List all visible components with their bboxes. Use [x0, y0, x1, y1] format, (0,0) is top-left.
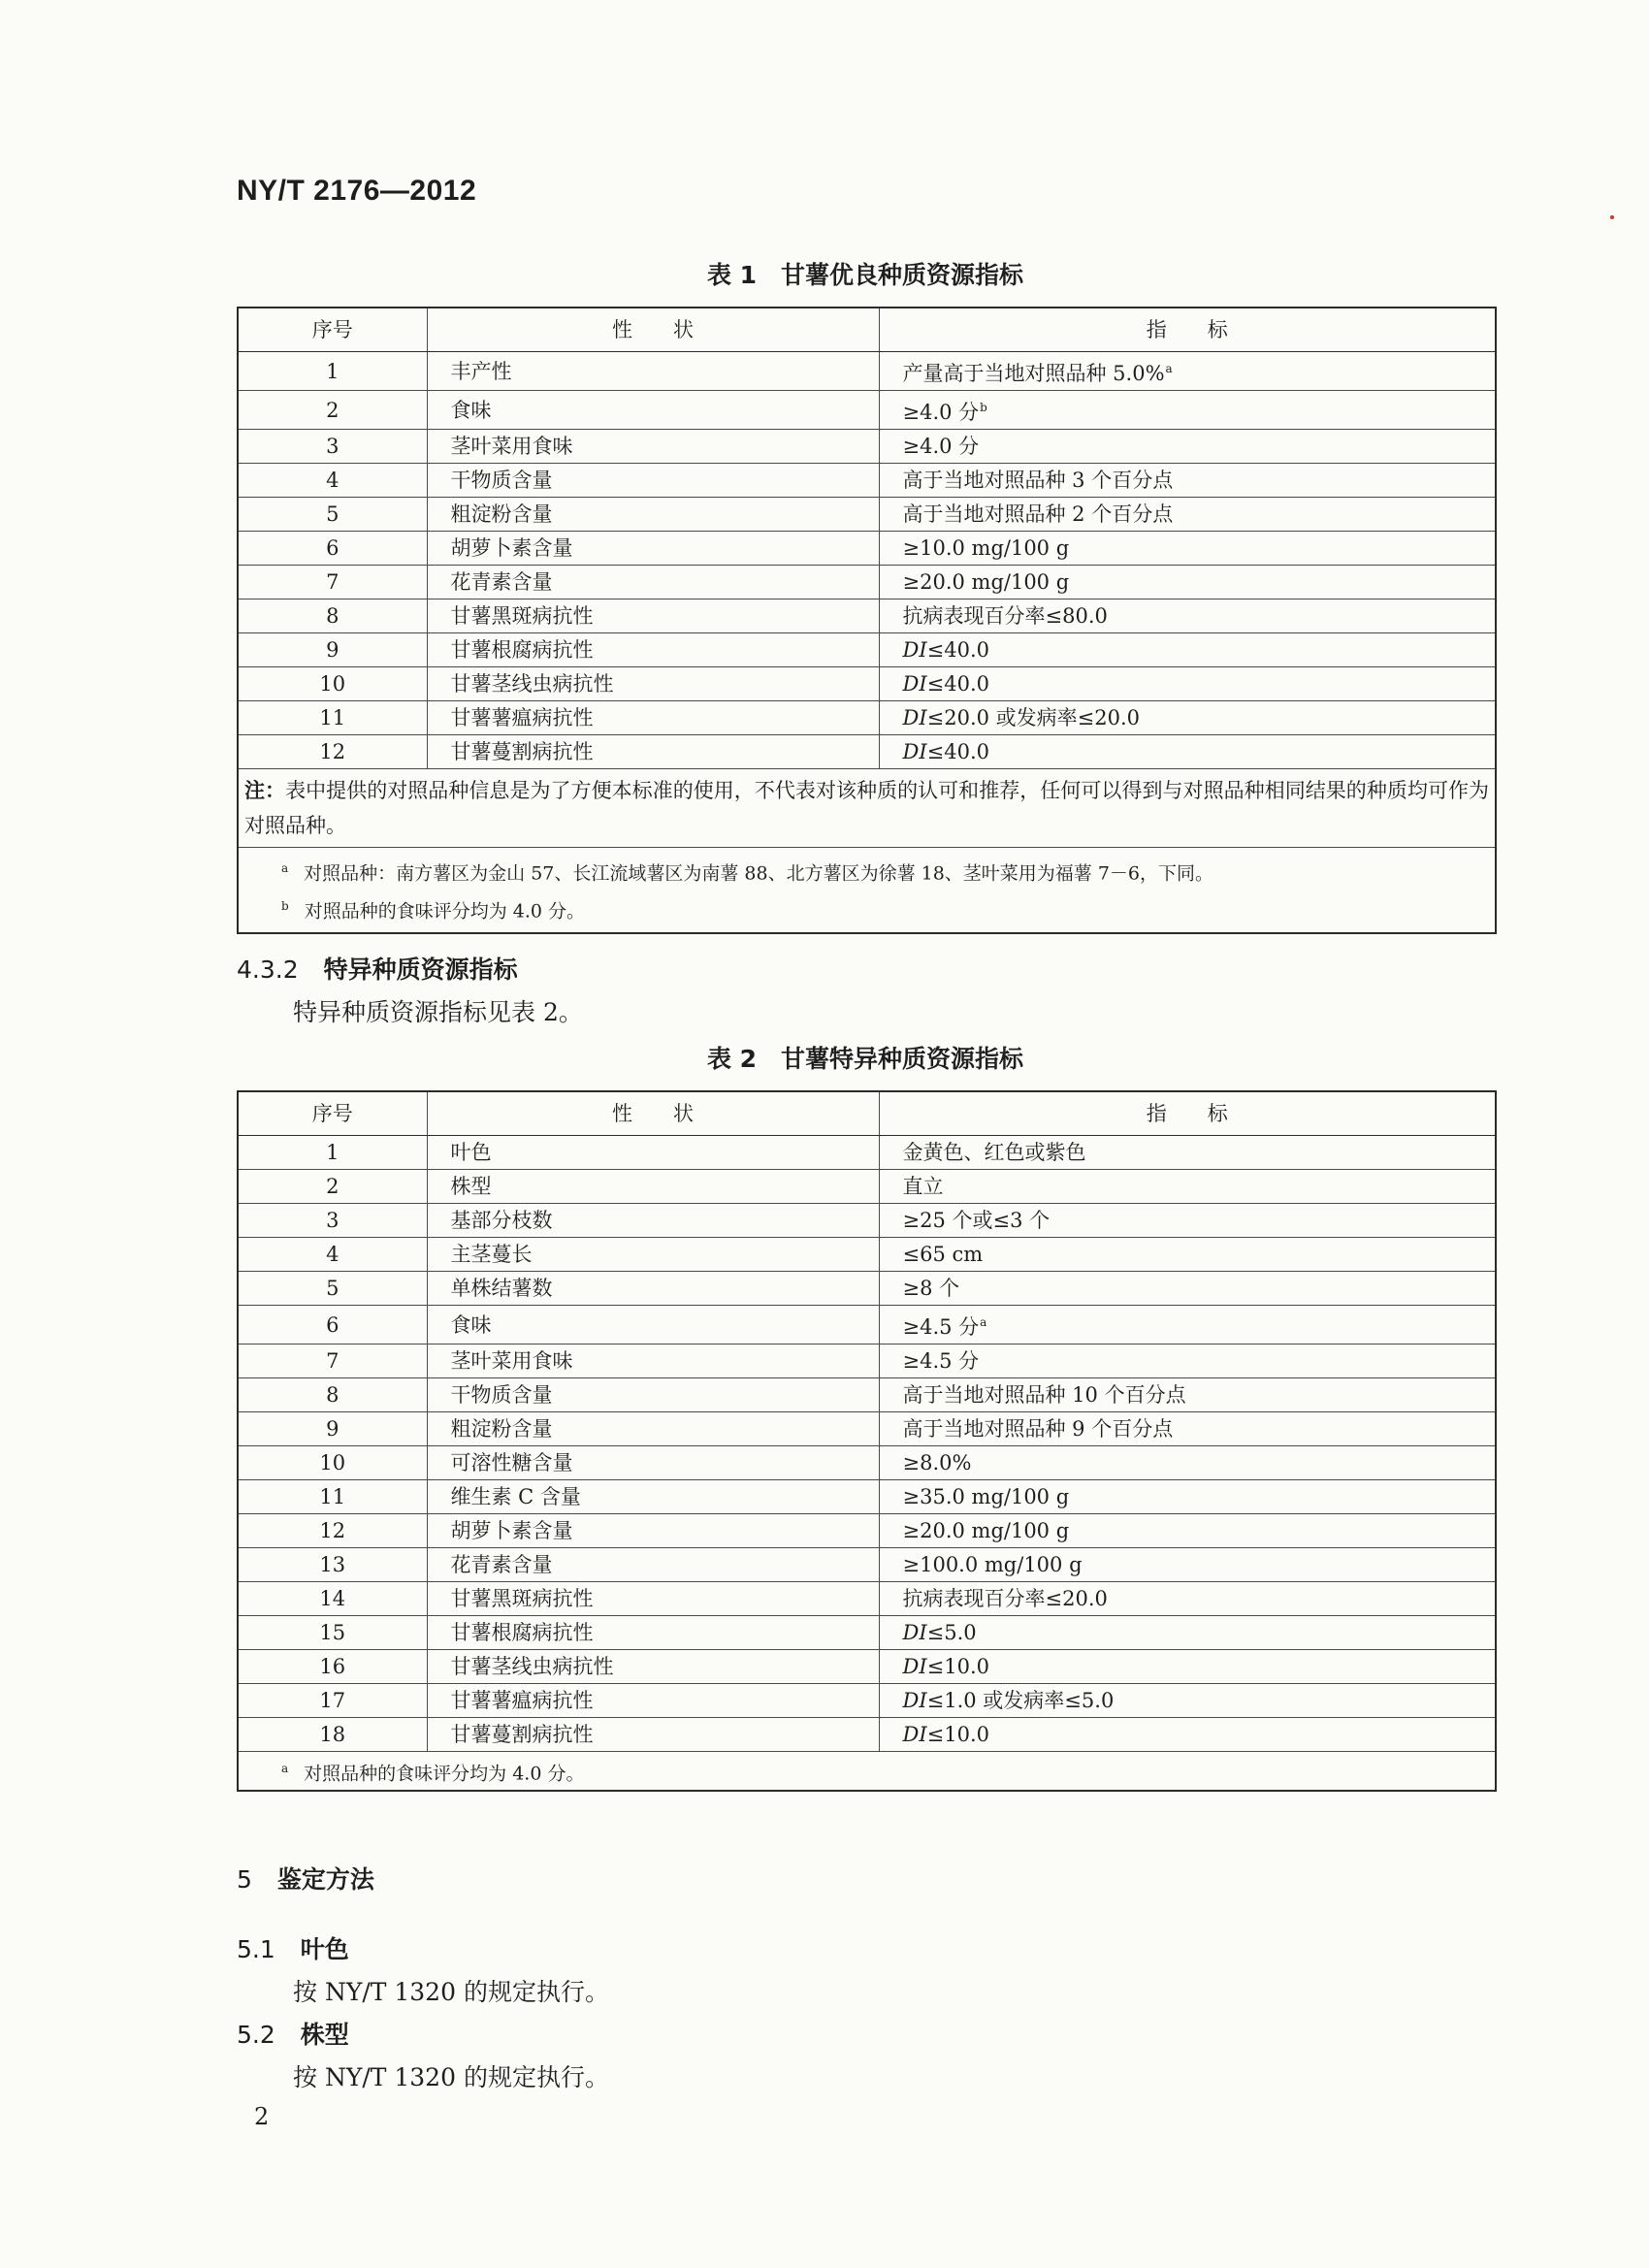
indicator-cell — [879, 464, 1496, 498]
section-number: 5 — [237, 1865, 252, 1894]
indicator-value: ≥8.0% — [902, 1451, 972, 1474]
table2-footnotes — [238, 1752, 1496, 1792]
indicator-cell — [879, 1718, 1496, 1752]
trait-cell: 甘薯蔓割病抗性 — [427, 1718, 879, 1752]
indicator-value: ≥8 个 — [902, 1277, 960, 1300]
footnote — [281, 852, 1485, 890]
footnote-text: 对照品种的食味评分均为 4.0 分。 — [304, 1763, 585, 1785]
table-row — [238, 1272, 1496, 1306]
row-number: 11 — [238, 1480, 427, 1514]
indicator-cell — [879, 1650, 1496, 1684]
footnote — [281, 890, 1485, 927]
table-row — [238, 1170, 1496, 1204]
section-5-2-heading — [237, 2016, 349, 2051]
row-number: 2 — [238, 1170, 427, 1204]
indicator-value: ≤40.0 — [926, 672, 989, 696]
column-header-trait: 性 状 — [427, 308, 879, 352]
row-number: 6 — [238, 532, 427, 566]
di-label: DI — [902, 638, 927, 662]
indicator-value: 直立 — [902, 1175, 944, 1198]
row-number: 8 — [238, 1378, 427, 1412]
trait-cell: 胡萝卜素含量 — [427, 1514, 879, 1548]
indicator-value: ≤10.0 — [926, 1655, 989, 1678]
table-row — [238, 1582, 1496, 1616]
row-number: 1 — [238, 1136, 427, 1170]
row-number: 3 — [238, 430, 427, 464]
indicator-value: 高于当地对照品种 10 个百分点 — [902, 1383, 1186, 1407]
indicator-value: 金黄色、红色或紫色 — [902, 1141, 1086, 1164]
table-row — [238, 1136, 1496, 1170]
indicator-value: ≥20.0 mg/100 g — [902, 1519, 1070, 1542]
table-row — [238, 430, 1496, 464]
row-number: 3 — [238, 1204, 427, 1238]
indicator-cell — [879, 352, 1496, 391]
table-row — [238, 633, 1496, 667]
di-label: DI — [902, 672, 927, 696]
indicator-cell — [879, 430, 1496, 464]
column-header-no: 序号 — [238, 1091, 427, 1136]
indicator-cell — [879, 1306, 1496, 1345]
row-number: 18 — [238, 1718, 427, 1752]
table-row — [238, 1446, 1496, 1480]
indicator-value: ≥4.0 分 — [902, 401, 980, 424]
section-5-heading — [237, 1861, 374, 1895]
section-number: 4.3.2 — [237, 956, 299, 984]
table2-body — [238, 1136, 1496, 1752]
note-label: 注： — [244, 778, 286, 802]
indicator-cell — [879, 1204, 1496, 1238]
row-number: 7 — [238, 1345, 427, 1378]
column-header-indicator: 指 标 — [879, 1091, 1496, 1136]
table-row — [238, 1345, 1496, 1378]
standard-code: NY/T 2176—2012 — [237, 175, 477, 207]
trait-cell: 维生素 C 含量 — [427, 1480, 879, 1514]
table-row — [238, 1684, 1496, 1718]
table-row — [238, 1204, 1496, 1238]
indicator-value: ≤10.0 — [926, 1723, 989, 1746]
trait-cell: 胡萝卜素含量 — [427, 532, 879, 566]
indicator-value: 抗病表现百分率≤20.0 — [902, 1587, 1108, 1610]
column-header-indicator: 指 标 — [879, 308, 1496, 352]
trait-cell: 甘薯薯瘟病抗性 — [427, 701, 879, 735]
table-row — [238, 1238, 1496, 1272]
indicator-cell — [879, 1412, 1496, 1446]
section-title: 特异种质资源指标 — [323, 956, 518, 984]
indicator-cell — [879, 1170, 1496, 1204]
indicator-value: ≤40.0 — [926, 740, 989, 763]
table-row — [238, 498, 1496, 532]
trait-cell: 丰产性 — [427, 352, 879, 391]
table-row — [238, 667, 1496, 701]
footnote-mark: a — [281, 861, 289, 875]
table1-body — [238, 352, 1496, 769]
indicator-cell — [879, 566, 1496, 599]
trait-cell: 甘薯黑斑病抗性 — [427, 599, 879, 633]
indicator-cell — [879, 391, 1496, 430]
row-number: 17 — [238, 1684, 427, 1718]
row-number: 5 — [238, 498, 427, 532]
row-number: 10 — [238, 667, 427, 701]
indicator-value: ≥35.0 mg/100 g — [902, 1485, 1070, 1508]
indicator-value: ≤65 cm — [902, 1243, 984, 1266]
column-header-trait: 性 状 — [427, 1091, 879, 1136]
trait-cell: 甘薯茎线虫病抗性 — [427, 667, 879, 701]
indicator-value: ≥25 个或≤3 个 — [902, 1209, 1051, 1232]
margin-dot — [1610, 215, 1614, 219]
row-number: 7 — [238, 566, 427, 599]
table-row — [238, 1548, 1496, 1582]
trait-cell: 基部分枝数 — [427, 1204, 879, 1238]
trait-cell: 干物质含量 — [427, 1378, 879, 1412]
indicator-cell — [879, 1616, 1496, 1650]
footnote-mark: a — [281, 1762, 289, 1775]
footnote-ref: a — [980, 1315, 987, 1329]
di-label: DI — [902, 1689, 927, 1712]
trait-cell: 甘薯蔓割病抗性 — [427, 735, 879, 769]
indicator-cell — [879, 1684, 1496, 1718]
table-row — [238, 1480, 1496, 1514]
indicator-value: ≥10.0 mg/100 g — [902, 536, 1070, 560]
indicator-cell — [879, 633, 1496, 667]
table2 — [237, 1090, 1497, 1792]
row-number: 14 — [238, 1582, 427, 1616]
indicator-value: ≤5.0 — [926, 1621, 977, 1644]
table-row — [238, 1616, 1496, 1650]
trait-cell: 甘薯根腐病抗性 — [427, 633, 879, 667]
note-text: 表中提供的对照品种信息是为了方便本标准的使用，不代表对该种质的认可和推荐，任何可以得到与对照品种相同结果的种质均可作为对照品种。 — [244, 779, 1490, 837]
table-row — [238, 1514, 1496, 1548]
indicator-value: ≤20.0 或发病率≤20.0 — [926, 706, 1141, 729]
table-row — [238, 701, 1496, 735]
trait-cell: 茎叶菜用食味 — [427, 430, 879, 464]
row-number: 9 — [238, 1412, 427, 1446]
row-number: 4 — [238, 1238, 427, 1272]
indicator-cell — [879, 1345, 1496, 1378]
table-row — [238, 1718, 1496, 1752]
indicator-value: 高于当地对照品种 3 个百分点 — [902, 469, 1174, 492]
row-number: 5 — [238, 1272, 427, 1306]
indicator-cell — [879, 599, 1496, 633]
table-row — [238, 1378, 1496, 1412]
indicator-cell — [879, 532, 1496, 566]
table1-header-row — [238, 308, 1496, 352]
trait-cell: 粗淀粉含量 — [427, 498, 879, 532]
trait-cell: 食味 — [427, 1306, 879, 1345]
section-5-1-heading — [237, 1930, 349, 1965]
row-number: 4 — [238, 464, 427, 498]
di-label: DI — [902, 1723, 927, 1746]
row-number: 10 — [238, 1446, 427, 1480]
indicator-cell — [879, 735, 1496, 769]
trait-cell: 茎叶菜用食味 — [427, 1345, 879, 1378]
table-row — [238, 391, 1496, 430]
section-4-3-2-text: 特异种质资源指标见表 2。 — [293, 998, 583, 1026]
page-number: 2 — [254, 2103, 270, 2130]
indicator-value: 高于当地对照品种 9 个百分点 — [902, 1417, 1174, 1441]
trait-cell: 食味 — [427, 391, 879, 430]
trait-cell: 粗淀粉含量 — [427, 1412, 879, 1446]
row-number: 8 — [238, 599, 427, 633]
trait-cell: 甘薯黑斑病抗性 — [427, 1582, 879, 1616]
table-row — [238, 352, 1496, 391]
row-number: 12 — [238, 1514, 427, 1548]
indicator-value: ≤1.0 或发病率≤5.0 — [926, 1689, 1115, 1712]
trait-cell: 花青素含量 — [427, 1548, 879, 1582]
indicator-cell — [879, 1238, 1496, 1272]
indicator-cell — [879, 701, 1496, 735]
table-row — [238, 1412, 1496, 1446]
section-5-2-text: 按 NY/T 1320 的规定执行。 — [293, 2063, 609, 2091]
footnote — [281, 1752, 1485, 1790]
table-row — [238, 1306, 1496, 1345]
table-row — [238, 566, 1496, 599]
row-number: 1 — [238, 352, 427, 391]
column-header-no: 序号 — [238, 308, 427, 352]
indicator-value: 产量高于当地对照品种 5.0% — [902, 362, 1165, 385]
section-title: 叶色 — [300, 1935, 349, 1963]
row-number: 15 — [238, 1616, 427, 1650]
trait-cell: 主茎蔓长 — [427, 1238, 879, 1272]
indicator-value: ≥4.5 分 — [902, 1315, 980, 1339]
table-row — [238, 464, 1496, 498]
section-title: 鉴定方法 — [276, 1865, 374, 1894]
table-row — [238, 735, 1496, 769]
table1-note — [238, 769, 1496, 848]
table2-header-row — [238, 1091, 1496, 1136]
indicator-cell — [879, 1136, 1496, 1170]
table-row — [238, 532, 1496, 566]
section-number: 5.2 — [237, 2021, 275, 2049]
indicator-cell — [879, 1272, 1496, 1306]
trait-cell: 甘薯薯瘟病抗性 — [427, 1684, 879, 1718]
indicator-cell — [879, 498, 1496, 532]
trait-cell: 叶色 — [427, 1136, 879, 1170]
row-number: 9 — [238, 633, 427, 667]
di-label: DI — [902, 1621, 927, 1644]
section-number: 5.1 — [237, 1935, 275, 1963]
row-number: 13 — [238, 1548, 427, 1582]
di-label: DI — [902, 1655, 927, 1678]
trait-cell: 花青素含量 — [427, 566, 879, 599]
di-label: DI — [902, 740, 927, 763]
indicator-value: ≥4.0 分 — [902, 435, 980, 458]
indicator-value: 高于当地对照品种 2 个百分点 — [902, 502, 1174, 526]
indicator-cell — [879, 1480, 1496, 1514]
indicator-cell — [879, 667, 1496, 701]
trait-cell: 可溶性糖含量 — [427, 1446, 879, 1480]
indicator-value: ≥20.0 mg/100 g — [902, 570, 1070, 594]
table1-caption: 表 1 甘薯优良种质资源指标 — [706, 261, 1024, 289]
indicator-cell — [879, 1582, 1496, 1616]
di-label: DI — [902, 706, 927, 729]
footnote-ref: a — [1165, 362, 1173, 375]
row-number: 12 — [238, 735, 427, 769]
table1-footnotes-row — [238, 848, 1496, 933]
footnote-ref: b — [980, 401, 987, 414]
trait-cell: 甘薯根腐病抗性 — [427, 1616, 879, 1650]
trait-cell: 甘薯茎线虫病抗性 — [427, 1650, 879, 1684]
table2-caption: 表 2 甘薯特异种质资源指标 — [706, 1045, 1024, 1073]
indicator-cell — [879, 1514, 1496, 1548]
indicator-cell — [879, 1446, 1496, 1480]
table-row — [238, 1650, 1496, 1684]
indicator-cell — [879, 1378, 1496, 1412]
trait-cell: 单株结薯数 — [427, 1272, 879, 1306]
section-title: 株型 — [300, 2021, 349, 2049]
table1 — [237, 307, 1497, 934]
row-number: 16 — [238, 1650, 427, 1684]
section-5-1-text: 按 NY/T 1320 的规定执行。 — [293, 1978, 609, 2006]
footnote-text: 对照品种的食味评分均为 4.0 分。 — [304, 900, 585, 923]
indicator-value: ≤40.0 — [926, 638, 989, 662]
indicator-value: 抗病表现百分率≤80.0 — [902, 604, 1108, 628]
row-number: 11 — [238, 701, 427, 735]
table-row — [238, 599, 1496, 633]
table2-footnotes-row — [238, 1752, 1496, 1792]
footnote-mark: b — [281, 899, 289, 914]
indicator-cell — [879, 1548, 1496, 1582]
table1-footnotes — [238, 848, 1496, 933]
indicator-value: ≥100.0 mg/100 g — [902, 1553, 1083, 1576]
table1-note-row — [238, 769, 1496, 848]
footnote-text: 对照品种：南方薯区为金山 57、长江流域薯区为南薯 88、北方薯区为徐薯 18、茎叶菜用为福薯 7－6，下同。 — [304, 862, 1214, 885]
trait-cell: 干物质含量 — [427, 464, 879, 498]
row-number: 2 — [238, 391, 427, 430]
indicator-value: ≥4.5 分 — [902, 1349, 980, 1373]
row-number: 6 — [238, 1306, 427, 1345]
trait-cell: 株型 — [427, 1170, 879, 1204]
section-4-3-2-heading — [237, 951, 518, 986]
